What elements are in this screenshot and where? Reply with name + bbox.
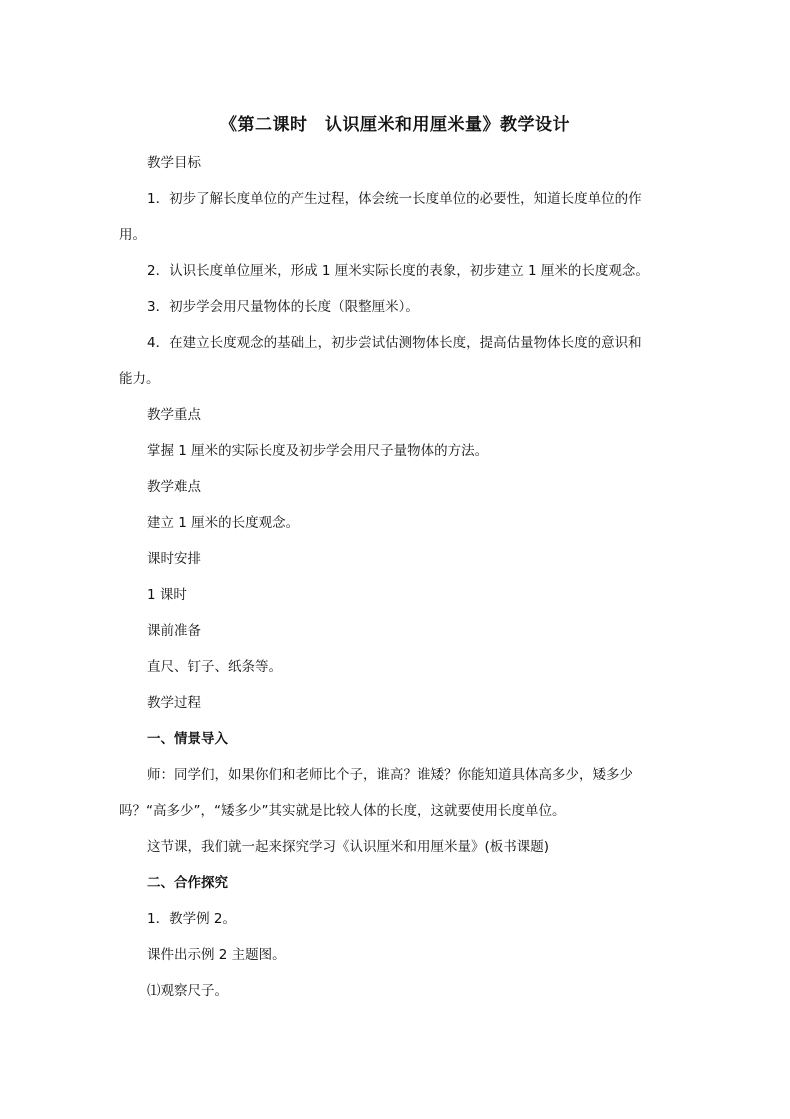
objective-1-line-2: 用。 [119, 227, 146, 243]
key-point-text: 掌握 1 厘米的实际长度及初步学会用尺子量物体的方法。 [147, 443, 489, 459]
step-1-sub-1: ⑴观察尺子。 [147, 983, 228, 999]
objective-2: 2．认识长度单位厘米，形成 1 厘米实际长度的表象，初步建立 1 厘米的长度观念。 [147, 263, 649, 279]
step-1: 1．教学例 2。 [147, 911, 236, 927]
section-1-paragraph-1-line-2: 吗？“高多少”，“矮多少”其实就是比较人体的长度，这就要使用长度单位。 [119, 803, 566, 819]
schedule-heading: 课时安排 [147, 551, 201, 567]
process-heading: 教学过程 [147, 695, 201, 711]
document-title: 《第二课时 认识厘米和用厘米量》教学设计 [220, 115, 570, 135]
difficulty-text: 建立 1 厘米的长度观念。 [147, 515, 300, 531]
step-1-description: 课件出示例 2 主题图。 [147, 947, 286, 963]
preparation-text: 直尺、钉子、纸条等。 [147, 659, 282, 675]
section-2-title: 二、合作探究 [147, 875, 228, 891]
section-1-paragraph-1-line-1: 师：同学们，如果你们和老师比个子，谁高？谁矮？你能知道具体高多少，矮多少 [147, 767, 633, 783]
difficulty-heading: 教学难点 [147, 479, 201, 495]
objective-4-line-1: 4．在建立长度观念的基础上，初步尝试估测物体长度，提高估量物体长度的意识和 [147, 335, 642, 351]
key-point-heading: 教学重点 [147, 407, 201, 423]
preparation-heading: 课前准备 [147, 623, 201, 639]
objectives-heading: 教学目标 [147, 155, 201, 171]
objective-3: 3．初步学会用尺量物体的长度（限整厘米）。 [147, 299, 419, 315]
schedule-text: 1 课时 [147, 587, 187, 603]
objective-4-line-2: 能力。 [119, 371, 160, 387]
objective-1-line-1: 1．初步了解长度单位的产生过程，体会统一长度单位的必要性，知道长度单位的作 [147, 191, 642, 207]
section-1-title: 一、情景导入 [147, 731, 228, 747]
section-1-paragraph-2: 这节课，我们就一起来探究学习《认识厘米和用厘米量》(板书课题) [147, 839, 550, 855]
